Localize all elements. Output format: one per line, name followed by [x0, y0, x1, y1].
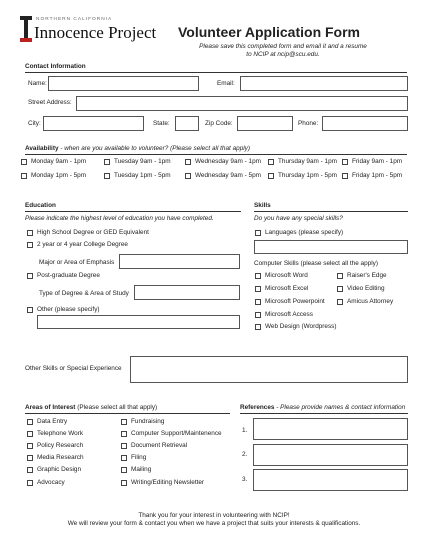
skill-web-design[interactable]: [255, 323, 337, 331]
page-title: Volunteer Application Form: [178, 24, 361, 40]
skill-web-design-checkbox[interactable]: [255, 324, 261, 330]
avail-fri-am-checkbox[interactable]: [342, 159, 348, 165]
interest-advocacy[interactable]: [27, 479, 65, 487]
interest-mailing-checkbox[interactable]: [121, 467, 127, 473]
interests-note: (Please select all that apply): [75, 404, 158, 411]
interest-advocacy-checkbox[interactable]: [27, 480, 33, 486]
phone-label: Phone:: [298, 120, 319, 127]
interest-document-retrieval[interactable]: [121, 442, 187, 450]
avail-fri-am[interactable]: [342, 158, 402, 166]
avail-tue-pm-label: Tuesday 1pm - 5pm: [114, 172, 171, 179]
skill-web-design-label: Web Design (Wordpress): [265, 323, 337, 330]
references-title: References: [240, 404, 275, 411]
degree-type-label: Type of Degree & Area of Study: [39, 290, 129, 297]
skill-raisers-edge[interactable]: [337, 272, 387, 280]
education-divider: [25, 211, 241, 212]
name-field[interactable]: [48, 76, 199, 91]
edu-high-school-label: High School Degree or GED Equivalent: [37, 229, 149, 236]
interest-document-retrieval-label: Document Retrieval: [131, 442, 188, 449]
avail-tue-am-label: Tuesday 9am - 1pm: [114, 158, 171, 165]
references-heading: [240, 404, 405, 412]
interest-media-checkbox[interactable]: [27, 455, 33, 461]
email-label: Email:: [217, 80, 235, 87]
interests-divider: [25, 413, 230, 414]
avail-wed-am[interactable]: [185, 158, 261, 166]
interest-telephone-label: Telephone Work: [37, 430, 84, 437]
subtitle-line-2: to NCIP at ncip@scu.edu.: [246, 51, 320, 58]
interest-filing[interactable]: [121, 454, 146, 462]
avail-thu-pm[interactable]: [268, 172, 337, 180]
edu-college[interactable]: [27, 241, 128, 249]
skill-languages[interactable]: [255, 229, 343, 237]
skill-video-editing-checkbox[interactable]: [337, 286, 343, 292]
skill-video-editing-label: Video Editing: [347, 285, 385, 292]
reference-2-field[interactable]: [253, 444, 408, 466]
interest-newsletter[interactable]: [121, 479, 204, 487]
degree-type-field[interactable]: [134, 285, 240, 300]
interest-graphic[interactable]: [27, 466, 81, 474]
contact-divider: [25, 72, 407, 73]
edu-high-school[interactable]: [27, 229, 149, 237]
interest-fundraising-label: Fundraising: [131, 418, 165, 425]
skill-word-label: Microsoft Word: [265, 272, 308, 279]
edu-college-label: 2 year or 4 year College Degree: [37, 241, 128, 248]
street-field[interactable]: [76, 96, 408, 111]
reference-1-field[interactable]: [253, 418, 408, 440]
skill-excel-label: Microsoft Excel: [265, 285, 309, 292]
interest-computer-support-label: Computer Support/Maintenence: [131, 430, 222, 437]
interest-data-entry[interactable]: [27, 418, 67, 426]
subtitle-line-1: Please save this completed form and email it and a resume: [199, 43, 367, 50]
skill-excel-checkbox[interactable]: [255, 286, 261, 292]
avail-tue-pm[interactable]: [104, 172, 171, 180]
reference-1-label: 1.: [242, 427, 248, 434]
availability-heading: [25, 145, 250, 153]
skills-note: Do you have any special skills?: [254, 215, 343, 222]
avail-wed-pm-checkbox[interactable]: [185, 173, 191, 179]
interest-advocacy-label: Advocacy: [37, 479, 65, 486]
avail-fri-pm-label: Friday 1pm - 5pm: [352, 172, 403, 179]
phone-field[interactable]: [322, 116, 408, 131]
education-note: Please indicate the highest level of education you have completed.: [25, 215, 214, 222]
interest-mailing-label: Mailing: [131, 466, 152, 473]
state-field[interactable]: [175, 116, 199, 131]
skills-divider: [254, 211, 408, 212]
avail-tue-am-checkbox[interactable]: [104, 159, 110, 165]
avail-wed-am-label: Wednesday 9am - 1pm: [195, 158, 261, 165]
interest-fundraising-checkbox[interactable]: [121, 419, 127, 425]
other-skills-label: Other Skills or Special Experience: [25, 365, 122, 372]
interest-filing-checkbox[interactable]: [121, 455, 127, 461]
skill-excel[interactable]: [255, 285, 308, 293]
footer-review-note: We will review your form & contact you when we have a project that suits your interests & qualifications.: [67, 520, 361, 527]
interest-graphic-checkbox[interactable]: [27, 467, 33, 473]
interest-document-retrieval-checkbox[interactable]: [121, 443, 127, 449]
availability-note: - when are you available to volunteer? (Please select all that apply): [58, 145, 250, 152]
skill-word-checkbox[interactable]: [255, 273, 261, 279]
skill-access-checkbox[interactable]: [255, 312, 261, 318]
interest-policy-checkbox[interactable]: [27, 443, 33, 449]
zip-label: Zip Code:: [205, 120, 233, 127]
skill-word[interactable]: [255, 272, 308, 280]
org-name: Innocence Project: [34, 23, 157, 42]
references-divider: [240, 413, 408, 414]
computer-skills-label: Computer Skills (please select all the apply): [254, 260, 378, 267]
interest-media[interactable]: [27, 454, 84, 462]
avail-mon-am[interactable]: [21, 158, 86, 166]
avail-mon-am-label: Monday 9am - 1pm: [31, 158, 87, 165]
skill-raisers-edge-checkbox[interactable]: [337, 273, 343, 279]
edu-other-checkbox[interactable]: [27, 307, 33, 313]
avail-fri-pm-checkbox[interactable]: [342, 173, 348, 179]
skill-powerpoint[interactable]: [255, 298, 325, 306]
avail-wed-am-checkbox[interactable]: [185, 159, 191, 165]
city-label: City:: [28, 120, 41, 127]
availability-title: Availability: [25, 145, 59, 152]
interest-newsletter-checkbox[interactable]: [121, 480, 127, 486]
skill-powerpoint-label: Microsoft Powerpoint: [265, 298, 325, 305]
interest-media-label: Media Research: [37, 454, 84, 461]
interest-data-entry-label: Data Entry: [37, 418, 68, 425]
interests-title: Areas of Interest: [25, 404, 76, 411]
skill-amicus[interactable]: [337, 298, 393, 306]
interest-graphic-label: Graphic Design: [37, 466, 82, 473]
avail-mon-pm-label: Monday 1pm - 5pm: [31, 172, 87, 179]
avail-mon-am-checkbox[interactable]: [21, 159, 27, 165]
skills-heading: Skills: [254, 202, 271, 209]
email-field[interactable]: [240, 76, 408, 91]
interest-fundraising[interactable]: [121, 418, 164, 426]
availability-divider: [25, 154, 407, 155]
state-label: State:: [153, 120, 170, 127]
reference-2-label: 2.: [242, 451, 248, 458]
city-field[interactable]: [43, 116, 144, 131]
skill-amicus-label: Amicus Attorney: [347, 298, 394, 305]
avail-thu-am-label: Thursday 9am - 1pm: [278, 158, 337, 165]
interest-telephone[interactable]: [27, 430, 83, 438]
interest-policy[interactable]: [27, 442, 83, 450]
major-label: Major or Area of Emphasis: [39, 259, 115, 266]
skill-amicus-checkbox[interactable]: [337, 299, 343, 305]
reference-3-field[interactable]: [253, 469, 408, 491]
avail-fri-am-label: Friday 9am - 1pm: [352, 158, 403, 165]
edu-other-field[interactable]: [37, 315, 240, 329]
name-label: Name:: [28, 80, 47, 87]
interest-telephone-checkbox[interactable]: [27, 431, 33, 437]
interest-mailing[interactable]: [121, 466, 151, 474]
avail-thu-am[interactable]: [268, 158, 337, 166]
skill-powerpoint-checkbox[interactable]: [255, 299, 261, 305]
contact-heading: Contact Information: [25, 63, 86, 70]
org-top-label: NORTHERN CALIFORNIA: [36, 17, 113, 22]
interest-computer-support-checkbox[interactable]: [121, 431, 127, 437]
interest-data-entry-checkbox[interactable]: [27, 419, 33, 425]
interest-newsletter-label: Writing/Editing Newsletter: [131, 479, 205, 486]
edu-college-checkbox[interactable]: [27, 242, 33, 248]
skill-access[interactable]: [255, 311, 313, 319]
street-label: Street Address:: [28, 99, 72, 106]
avail-tue-am[interactable]: [104, 158, 171, 166]
edu-other[interactable]: [27, 306, 100, 314]
logo: [20, 14, 168, 46]
skill-languages-label: Languages (please specify): [265, 229, 344, 236]
edu-high-school-checkbox[interactable]: [27, 230, 33, 236]
avail-thu-pm-checkbox[interactable]: [268, 173, 274, 179]
skill-raisers-edge-label: Raiser's Edge: [347, 272, 387, 279]
reference-3-label: 3.: [242, 476, 248, 483]
avail-fri-pm[interactable]: [342, 172, 402, 180]
avail-wed-pm-label: Wednesday 9am - 5pm: [195, 172, 261, 179]
avail-thu-pm-label: Thursday 1pm - 5pm: [278, 172, 337, 179]
skill-video-editing[interactable]: [337, 285, 385, 293]
zip-field[interactable]: [237, 116, 293, 131]
interest-filing-label: Filing: [131, 454, 147, 461]
references-note: - Please provide names & contact information: [274, 404, 406, 411]
edu-other-label: Other (please specify): [37, 306, 100, 313]
languages-field[interactable]: [254, 240, 408, 254]
skill-languages-checkbox[interactable]: [255, 230, 261, 236]
edu-postgrad-label: Post-graduate Degree: [37, 272, 100, 279]
major-field[interactable]: [119, 254, 240, 269]
edu-postgrad-checkbox[interactable]: [27, 273, 33, 279]
avail-thu-am-checkbox[interactable]: [268, 159, 274, 165]
avail-mon-pm-checkbox[interactable]: [21, 173, 27, 179]
avail-wed-pm[interactable]: [185, 172, 261, 180]
other-skills-field[interactable]: [130, 356, 408, 383]
education-heading: Education: [25, 202, 56, 209]
logo-mark: [20, 16, 32, 42]
skill-access-label: Microsoft Access: [265, 311, 313, 318]
footer-thank-you: Thank you for your interest in volunteering with NCIP!: [138, 512, 290, 519]
interests-heading: [25, 404, 157, 412]
avail-mon-pm[interactable]: [21, 172, 86, 180]
edu-postgrad[interactable]: [27, 272, 100, 280]
interest-computer-support[interactable]: [121, 430, 222, 438]
avail-tue-pm-checkbox[interactable]: [104, 173, 110, 179]
interest-policy-label: Policy Research: [37, 442, 84, 449]
